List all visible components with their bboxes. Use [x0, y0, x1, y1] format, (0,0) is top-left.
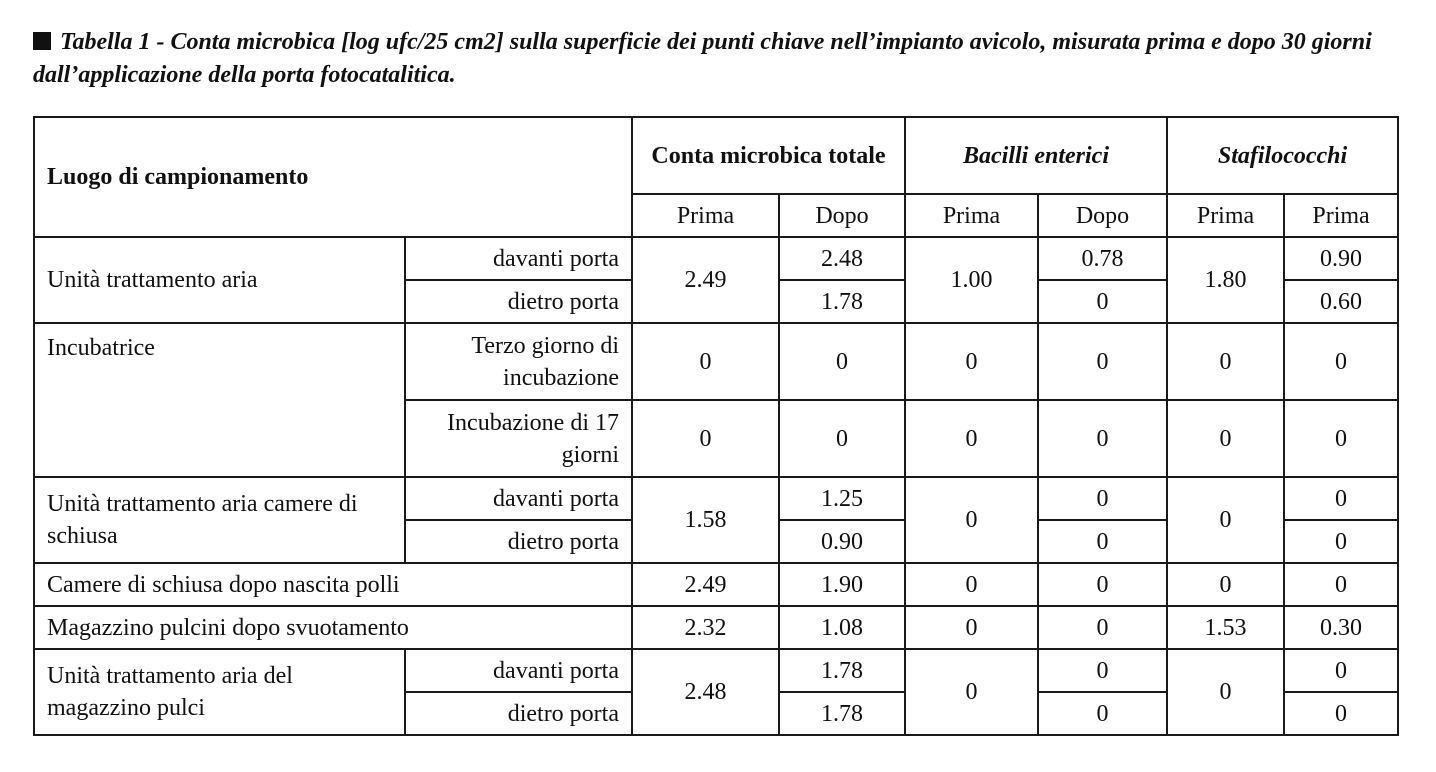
- table-cell: 2.32: [632, 606, 779, 649]
- table-cell: 1.90: [779, 563, 905, 606]
- table-cell: 1.08: [779, 606, 905, 649]
- row-sublabel: Terzo giorno di incubazione: [405, 323, 632, 400]
- table-cell: 0: [1038, 400, 1167, 477]
- subheader-cell: Dopo: [1038, 194, 1167, 237]
- table-cell: 2.49: [632, 237, 779, 323]
- table-cell: 0: [632, 400, 779, 477]
- table-cell: 0: [1038, 477, 1167, 520]
- row-label: Unità trattamento aria del magazzino pulci: [34, 649, 405, 735]
- table-cell: 1.78: [779, 280, 905, 323]
- microbial-count-table: [33, 116, 1399, 736]
- table-cell: 1.58: [632, 477, 779, 563]
- row-sublabel: davanti porta: [405, 477, 632, 520]
- table-cell: 0: [905, 323, 1038, 400]
- subheader-cell: Dopo: [779, 194, 905, 237]
- table-cell: 0: [1167, 400, 1284, 477]
- row-label: Camere di schiusa dopo nascita polli: [34, 563, 632, 606]
- table-cell: 0: [1038, 323, 1167, 400]
- table-cell: 1.80: [1167, 237, 1284, 323]
- table-cell: 0.30: [1284, 606, 1398, 649]
- table-cell: 1.53: [1167, 606, 1284, 649]
- subheader-cell: Prima: [632, 194, 779, 237]
- table-cell: 0: [1167, 323, 1284, 400]
- table-row: [34, 563, 1398, 606]
- table-cell: 0: [779, 323, 905, 400]
- table-cell: 1.78: [779, 692, 905, 735]
- table-cell: 0: [1284, 323, 1398, 400]
- row-sublabel: dietro porta: [405, 520, 632, 563]
- table-row: [34, 649, 1398, 692]
- table-cell: 1.25: [779, 477, 905, 520]
- header-location: Luogo di campionamento: [34, 117, 632, 237]
- table-cell: 0: [1284, 477, 1398, 520]
- subheader-cell: Prima: [1284, 194, 1398, 237]
- caption-text: Tabella 1 - Conta microbica [log ufc/25 cm2] sulla superficie dei punti chiave nell’impianto avicolo, misurata prima e dopo 30 giorni dall’applicazione della porta fotocatalitica.: [33, 29, 1372, 88]
- table-cell: 0.78: [1038, 237, 1167, 280]
- table-row: [34, 237, 1398, 280]
- table-cell: 0: [905, 563, 1038, 606]
- table-cell: 0: [1038, 280, 1167, 323]
- table-cell: 0: [905, 606, 1038, 649]
- table-cell: 2.48: [632, 649, 779, 735]
- row-sublabel: dietro porta: [405, 692, 632, 735]
- table-cell: 0: [1284, 692, 1398, 735]
- table-cell: 0: [1167, 649, 1284, 735]
- table-row: [34, 323, 1398, 400]
- table-cell: 0.90: [1284, 237, 1398, 280]
- table-cell: 1.78: [779, 649, 905, 692]
- row-sublabel: davanti porta: [405, 237, 632, 280]
- table-cell: 0.60: [1284, 280, 1398, 323]
- table-row: [34, 606, 1398, 649]
- header-enteric-bacilli: Bacilli enterici: [905, 117, 1167, 194]
- table-cell: 0: [1038, 692, 1167, 735]
- table-cell: 0: [779, 400, 905, 477]
- row-label: Magazzino pulcini dopo svuotamento: [34, 606, 632, 649]
- table-cell: 0: [905, 649, 1038, 735]
- table-cell: 2.49: [632, 563, 779, 606]
- subheader-cell: Prima: [905, 194, 1038, 237]
- table-cell: 0: [1284, 400, 1398, 477]
- row-label: Unità trattamento aria: [34, 237, 405, 323]
- table-cell: 0: [1038, 563, 1167, 606]
- square-bullet-icon: [33, 32, 51, 50]
- table-cell: 0: [1284, 520, 1398, 563]
- row-label: Unità trattamento aria camere di schiusa: [34, 477, 405, 563]
- header-staphylococci: Stafilococchi: [1167, 117, 1398, 194]
- table-cell: 0: [1167, 563, 1284, 606]
- row-sublabel: Incubazione di 17 giorni: [405, 400, 632, 477]
- table-cell: 0: [1284, 649, 1398, 692]
- table-cell: 0: [905, 477, 1038, 563]
- table-caption: [33, 26, 1403, 92]
- table-cell: 0: [1167, 477, 1284, 563]
- table-cell: 0: [1038, 649, 1167, 692]
- table-cell: 0.90: [779, 520, 905, 563]
- table-cell: 0: [632, 323, 779, 400]
- table-cell: 2.48: [779, 237, 905, 280]
- header-total-count: Conta microbica totale: [632, 117, 905, 194]
- table-cell: 0: [905, 400, 1038, 477]
- table-row: [34, 477, 1398, 520]
- table-cell: 0: [1038, 520, 1167, 563]
- row-sublabel: davanti porta: [405, 649, 632, 692]
- row-label: Incubatrice: [34, 323, 405, 477]
- row-sublabel: dietro porta: [405, 280, 632, 323]
- table-cell: 0: [1284, 563, 1398, 606]
- table-cell: 1.00: [905, 237, 1038, 323]
- subheader-cell: Prima: [1167, 194, 1284, 237]
- table-cell: 0: [1038, 606, 1167, 649]
